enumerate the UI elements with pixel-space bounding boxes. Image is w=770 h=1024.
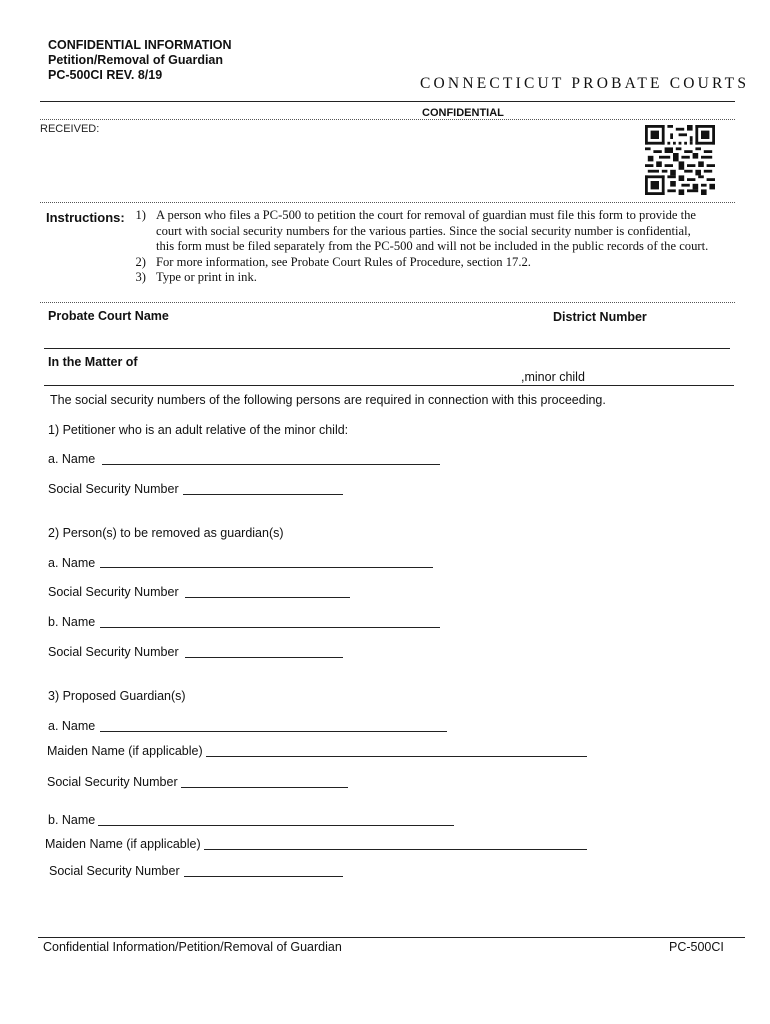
proposed-b-maiden-field[interactable] (204, 849, 587, 850)
petitioner-name-field[interactable] (102, 464, 440, 465)
instruction-number: 1) (135, 208, 146, 222)
footer-form-title: Confidential Information/Petition/Removal of Guardian (43, 940, 342, 954)
minor-child-name-field[interactable] (44, 385, 734, 386)
instructions-bottom-rule (40, 302, 735, 303)
in-the-matter-of-label: In the Matter of (48, 355, 138, 369)
court-name-heading: CONNECTICUT PROBATE COURTS (420, 75, 750, 92)
proposed-b-name-field[interactable] (98, 825, 454, 826)
confidential-label: CONFIDENTIAL (422, 107, 504, 119)
proposed-b-ssn-field[interactable] (184, 876, 343, 877)
form-header (48, 38, 232, 83)
probate-court-name-label: Probate Court Name (48, 309, 169, 323)
guardian-a-name-label: a. Name (48, 556, 96, 570)
instruction-item (112, 270, 712, 286)
instruction-text: A person who files a PC-500 to petition the court for removal of guardian must file this form to provide the court with social security numbers for the various parties. Since the social security number is confidential, this form must be filed separately from the PC-500 and will not be included in the public records of the court. (156, 208, 709, 254)
instruction-text: Type or print in ink. (156, 270, 257, 285)
proposed-a-name-label: a. Name (48, 719, 96, 733)
proposed-a-maiden-label: Maiden Name (if applicable) (47, 744, 203, 758)
guardian-a-name-field[interactable] (100, 567, 433, 568)
intro-text: The social security numbers of the following persons are required in connection with this proceeding. (50, 393, 606, 407)
form-title-confidential: CONFIDENTIAL INFORMATION (48, 38, 232, 52)
instructions-top-rule (40, 202, 735, 203)
section-2-title: 2) Person(s) to be removed as guardian(s) (48, 526, 284, 540)
proposed-a-name-field[interactable] (100, 731, 447, 732)
header-rule (40, 101, 735, 102)
section-1-title: 1) Petitioner who is an adult relative of the minor child: (48, 423, 349, 437)
proposed-b-ssn-label: Social Security Number (49, 864, 180, 878)
received-label: RECEIVED: (40, 123, 100, 135)
guardian-b-ssn-label: Social Security Number (48, 645, 179, 659)
instruction-text: For more information, see Probate Court Rules of Procedure, section 17.2. (156, 254, 531, 269)
qr-code-icon (645, 124, 715, 196)
proposed-a-maiden-field[interactable] (206, 756, 587, 757)
footer-form-number: PC-500CI (669, 940, 724, 954)
instructions-list (112, 208, 712, 286)
footer-rule (38, 937, 745, 938)
petitioner-ssn-field[interactable] (183, 494, 343, 495)
form-title-petition: Petition/Removal of Guardian (48, 53, 224, 67)
probate-court-name-field[interactable] (44, 348, 730, 349)
petitioner-ssn-label: Social Security Number (48, 482, 179, 496)
instruction-number: 2) (135, 254, 146, 269)
district-number-label: District Number (553, 310, 647, 324)
guardian-a-ssn-field[interactable] (185, 597, 350, 598)
guardian-b-name-field[interactable] (100, 627, 440, 628)
form-number-revision: PC-500CI REV. 8/19 (48, 68, 163, 82)
minor-child-label: ,minor child (521, 370, 585, 384)
section-3-title: 3) Proposed Guardian(s) (48, 689, 186, 703)
instruction-number: 3) (135, 270, 146, 285)
proposed-a-ssn-field[interactable] (181, 787, 348, 788)
proposed-b-name-label: b. Name (48, 813, 96, 827)
guardian-b-name-label: b. Name (48, 615, 96, 629)
proposed-a-ssn-label: Social Security Number (47, 775, 178, 789)
proposed-b-maiden-label: Maiden Name (if applicable) (45, 837, 201, 851)
petitioner-name-label: a. Name (48, 452, 96, 466)
guardian-a-ssn-label: Social Security Number (48, 585, 179, 599)
guardian-b-ssn-field[interactable] (185, 657, 343, 658)
confidential-rule (40, 119, 735, 120)
instructions-label: Instructions: (46, 210, 125, 225)
instruction-item (112, 255, 712, 271)
instruction-item (112, 208, 712, 255)
